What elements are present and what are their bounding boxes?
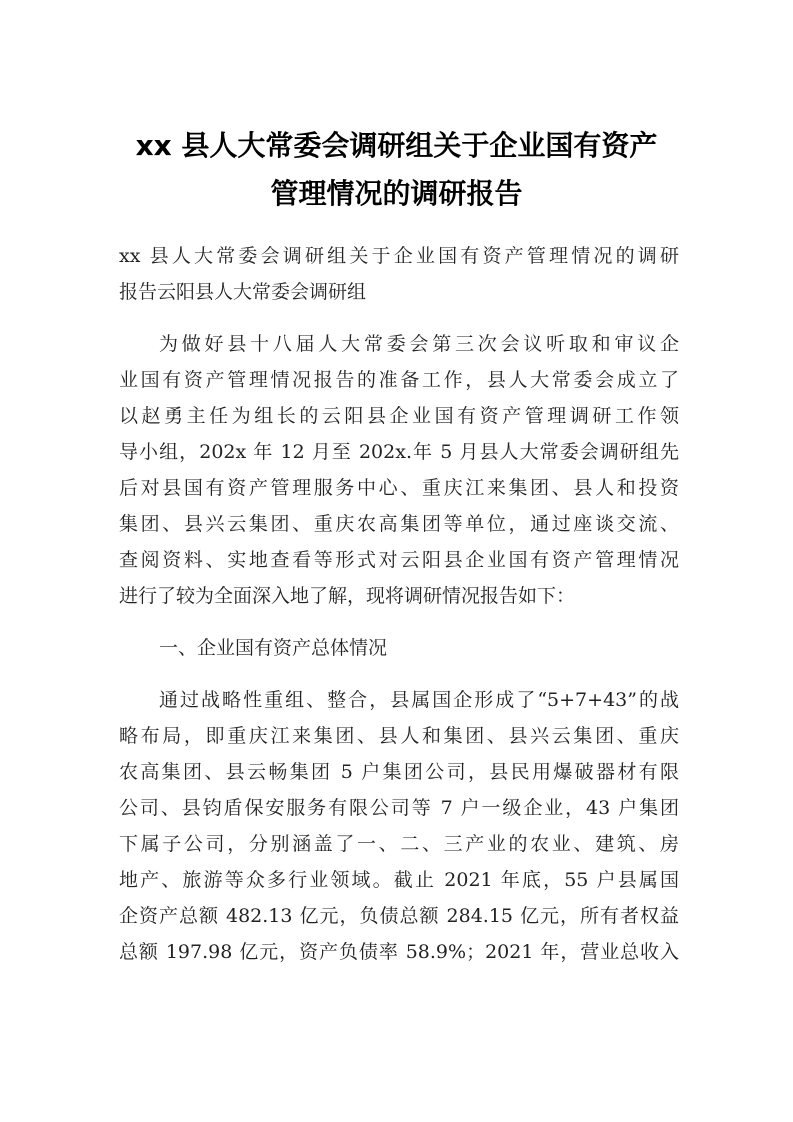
body-line: 通过战略性重组、整合，县属国企形成了“5+7+43”的战 [159,689,679,711]
section-heading: 一、企业国有资产总体情况 [159,637,388,659]
body-line: xx 县人大常委会调研组关于企业国有资产管理情况的调研 [119,245,679,267]
body-line: 报告云阳县人大常委会调研组 [119,281,367,303]
body-line: 进行了较为全面深入地了解，现将调研情况报告如下： [119,585,576,607]
body-line: 略布局，即重庆江来集团、县人和集团、县兴云集团、重庆 [119,725,679,747]
body-line: 后对县国有资产管理服务中心、重庆江来集团、县人和投资 [119,477,679,499]
body-line: 公司、县钧盾保安服务有限公司等 7 户一级企业，43 户集团 [119,797,679,819]
body-line: 导小组，202x 年 12 月至 202x.年 5 月县人大常委会调研组先 [119,441,679,463]
body-line: 地产、旅游等众多行业领域。截止 2021 年底，55 户县属国 [119,869,679,891]
body-line: 农高集团、县云畅集团 5 户集团公司，县民用爆破器材有限 [119,761,679,783]
body-line: 以赵勇主任为组长的云阳县企业国有资产管理调研工作领 [119,405,679,427]
body-line: 集团、县兴云集团、重庆农高集团等单位，通过座谈交流、 [119,513,679,535]
body-line: 下属子公司，分别涵盖了一、二、三产业的农业、建筑、房 [119,833,679,855]
body-line: 企资产总额 482.13 亿元，负债总额 284.15 亿元，所有者权益 [119,905,679,927]
document-title-line-2: 管理情况的调研报告 [270,177,523,210]
document-title-line-1: xx 县人大常委会调研组关于企业国有资产 [135,129,658,162]
body-line: 查阅资料、实地查看等形式对云阳县企业国有资产管理情况 [119,549,679,571]
body-line: 总额 197.98 亿元，资产负债率 58.9%；2021 年，营业总收入 [119,941,679,963]
body-line: 为做好县十八届人大常委会第三次会议听取和审议企 [159,333,679,355]
body-line: 业国有资产管理情况报告的准备工作，县人大常委会成立了 [119,369,679,391]
